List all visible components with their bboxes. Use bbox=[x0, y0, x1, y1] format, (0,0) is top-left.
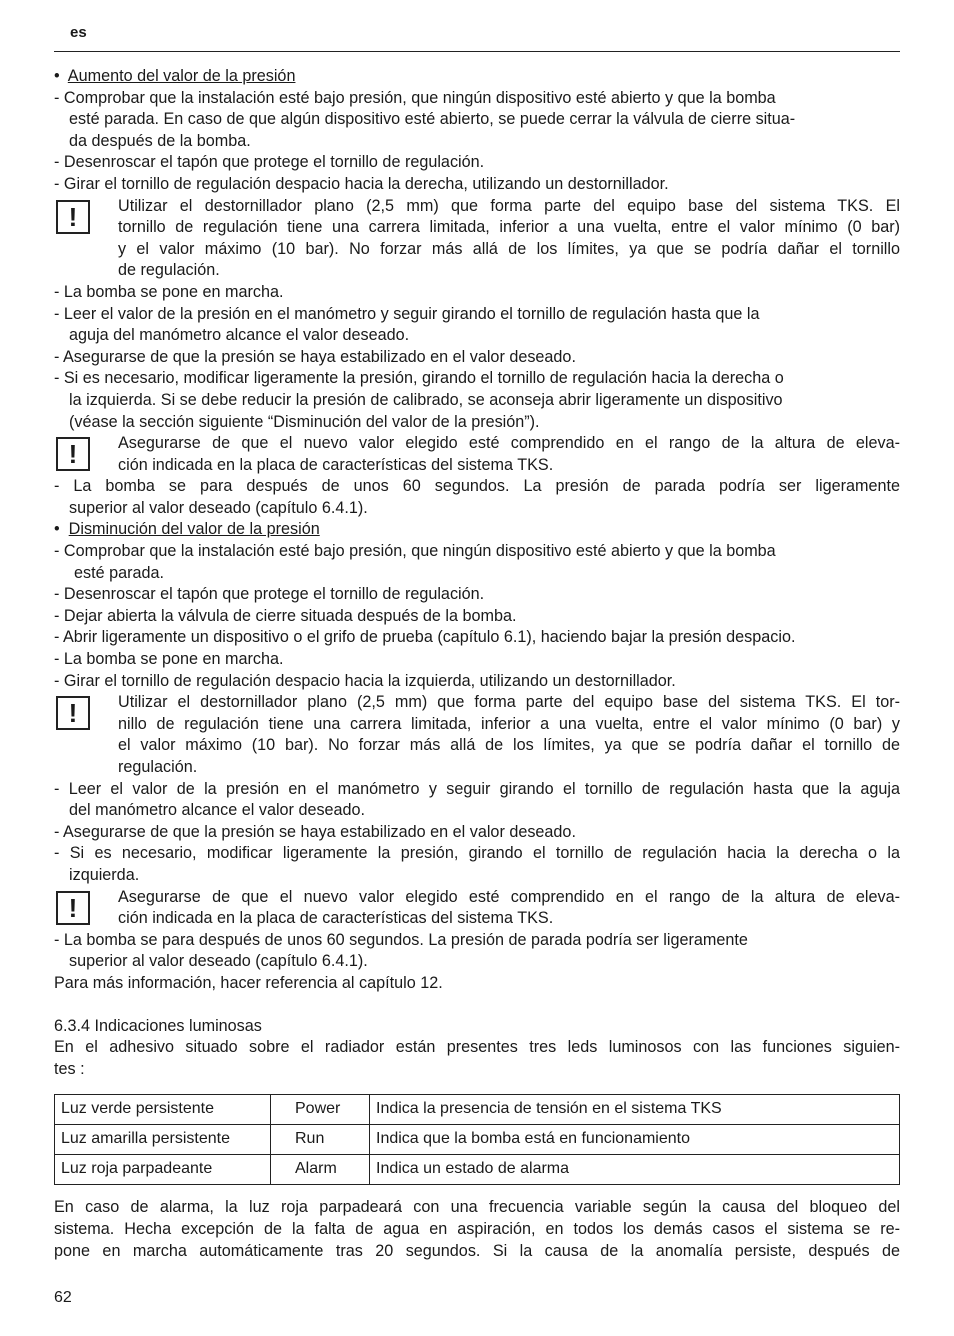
table-row bbox=[55, 1125, 900, 1155]
note-line: ción indicada en la placa de características del sistema TKS. bbox=[118, 909, 554, 928]
text-line: - Asegurarse de que la presión se haya estabilizado en el valor deseado. bbox=[54, 822, 576, 841]
text-line: esté parada. bbox=[74, 563, 164, 582]
text-line: la izquierda. Si se debe reducir la presión de calibrado, se aconseja abrir ligeramente un dispositivo bbox=[69, 390, 783, 409]
text-line: En caso de alarma, la luz roja parpadeará con una frecuencia variable según la causa del bloqueo del bbox=[54, 1198, 900, 1217]
text-line: - Girar el tornillo de regulación despacio hacia la derecha, utilizando un destornillador. bbox=[54, 174, 669, 193]
table-cell: Run bbox=[271, 1125, 370, 1155]
text-line: - La bomba se pone en marcha. bbox=[54, 282, 284, 301]
text-line: esté parada. En caso de que algún dispositivo esté abierto, se puede cerrar la válvula de cierre situa- bbox=[69, 110, 796, 129]
table-cell: Alarm bbox=[271, 1155, 370, 1185]
text-line: - Desenroscar el tapón que protege el tornillo de regulación. bbox=[54, 585, 485, 604]
text-line: da después de la bomba. bbox=[69, 131, 251, 150]
warning-note bbox=[54, 692, 900, 778]
warning-note bbox=[54, 196, 900, 282]
text-line: - Dejar abierta la válvula de cierre situada después de la bomba. bbox=[54, 606, 517, 625]
text-line: (véase la sección siguiente “Disminución del valor de la presión”). bbox=[69, 412, 540, 431]
note-line: Asegurarse de que el nuevo valor elegido esté comprendido en el rango de la altura de eleva- bbox=[118, 434, 900, 453]
table-cell: Luz verde persistente bbox=[55, 1095, 271, 1125]
table-cell: Luz amarilla persistente bbox=[55, 1125, 271, 1155]
note-line: Utilizar el destornillador plano (2,5 mm) que forma parte del equipo base del sistema TKS. El bbox=[118, 196, 900, 215]
text-line: En el adhesivo situado sobre el radiador están presentes tres leds luminosos con las funciones siguien- bbox=[54, 1038, 900, 1057]
warning-note bbox=[54, 433, 900, 476]
table-cell: Indica que la bomba está en funcionamiento bbox=[370, 1125, 900, 1155]
text-line: - Si es necesario, modificar ligeramente la presión, girando el tornillo de regulación hacia la derecha o la bbox=[54, 844, 900, 863]
page-content bbox=[54, 66, 900, 1262]
text-line: superior al valor deseado (capítulo 6.4.1). bbox=[69, 498, 368, 517]
table-row bbox=[55, 1155, 900, 1185]
table-cell: Indica la presencia de tensión en el sistema TKS bbox=[370, 1095, 900, 1125]
page-number: 62 bbox=[54, 1289, 72, 1306]
text-line: - Si es necesario, modificar ligeramente la presión, girando el tornillo de regulación hacia la derecha o bbox=[54, 369, 784, 388]
text-line: aguja del manómetro alcance el valor deseado. bbox=[69, 326, 410, 345]
text-line: - Leer el valor de la presión en el manómetro y seguir girando el tornillo de regulación hasta que la aguja bbox=[54, 779, 900, 798]
bullet-title-increase: • Aumento del valor de la presión bbox=[54, 67, 296, 85]
text-line: sistema. Hecha excepción de la falta de agua en aspiración, en todos los demás casos el sistema se re- bbox=[54, 1219, 900, 1238]
section-title-increase: Aumento del valor de la presión bbox=[67, 67, 296, 85]
table-cell: Indica un estado de alarma bbox=[370, 1155, 900, 1185]
text-line: - La bomba se pone en marcha. bbox=[54, 650, 284, 669]
led-table bbox=[54, 1094, 900, 1185]
note-line: de regulación. bbox=[118, 261, 220, 280]
note-line: Asegurarse de que el nuevo valor elegido esté comprendido en el rango de la altura de eleva- bbox=[118, 887, 900, 906]
text-line: - La bomba se para después de unos 60 segundos. La presión de parada podría ser ligeramente bbox=[54, 930, 748, 949]
section-title-decrease: Disminución del valor de la presión bbox=[68, 520, 320, 539]
table-cell: Power bbox=[271, 1095, 370, 1125]
note-line: ción indicada en la placa de características del sistema TKS. bbox=[118, 455, 554, 474]
note-line: el valor máximo (10 bar). No forzar más allá de los límites, ya que se podría dañar el tornillo de bbox=[118, 736, 900, 755]
text-line: - Abrir ligeramente un dispositivo o el grifo de prueba (capítulo 6.1), haciendo bajar la presión despacio. bbox=[54, 628, 796, 647]
spacer bbox=[54, 995, 900, 1016]
text-line: - Comprobar que la instalación esté bajo presión, que ningún dispositivo esté abierto y que la bomba bbox=[54, 88, 776, 107]
text-line: - Leer el valor de la presión en el manómetro y seguir girando el tornillo de regulación hasta que la bbox=[54, 304, 760, 323]
text-line: - Asegurarse de que la presión se haya estabilizado en el valor deseado. bbox=[54, 347, 576, 366]
note-line: nillo de regulación tiene una carrera limitada, inferior a una vuelta, entre el valor mínimo (0 bar) y bbox=[118, 714, 900, 733]
warning-note bbox=[54, 887, 900, 930]
text-line: pone en marcha automáticamente tras 20 segundos. Si la causa de la anomalía persiste, después de bbox=[54, 1241, 900, 1260]
text-line: izquierda. bbox=[69, 865, 140, 884]
note-line: y el valor máximo (10 bar). No forzar más allá de los límites, ya que se podría dañar el tornillo bbox=[118, 239, 900, 258]
note-line: Utilizar el destornillador plano (2,5 mm) que forma parte del equipo base del sistema TKS. El tor- bbox=[118, 693, 900, 712]
note-line: regulación. bbox=[118, 758, 198, 776]
text-line: superior al valor deseado (capítulo 6.4.1). bbox=[69, 952, 368, 971]
text-line: - Girar el tornillo de regulación despacio hacia la izquierda, utilizando un destornillador. bbox=[54, 671, 676, 690]
warning-icon: ! bbox=[56, 437, 90, 471]
note-line: tornillo de regulación tiene una carrera limitada, inferior a una vuelta, entre el valor mínimo (0 bar) bbox=[118, 218, 900, 237]
warning-icon: ! bbox=[56, 696, 90, 730]
warning-icon: ! bbox=[56, 891, 90, 925]
table-cell: Luz roja parpadeante bbox=[55, 1155, 271, 1185]
section-heading-leds: 6.3.4 Indicaciones luminosas bbox=[54, 1016, 262, 1035]
text-line: - La bomba se para después de unos 60 segundos. La presión de parada podría ser ligeramente bbox=[54, 477, 900, 496]
more-info: Para más información, hacer referencia al capítulo 12. bbox=[54, 973, 443, 992]
table-row bbox=[55, 1095, 900, 1125]
text-line: del manómetro alcance el valor deseado. bbox=[69, 801, 366, 820]
text-line: - Comprobar que la instalación esté bajo presión, que ningún dispositivo esté abierto y que la bomba bbox=[54, 542, 776, 561]
text-line: - Desenroscar el tapón que protege el tornillo de regulación. bbox=[54, 153, 485, 172]
header-rule bbox=[54, 51, 900, 52]
text-line: tes : bbox=[54, 1059, 85, 1078]
warning-icon: ! bbox=[56, 200, 90, 234]
language-code: es bbox=[70, 24, 87, 41]
bullet-title-decrease: • Disminución del valor de la presión bbox=[54, 520, 320, 539]
